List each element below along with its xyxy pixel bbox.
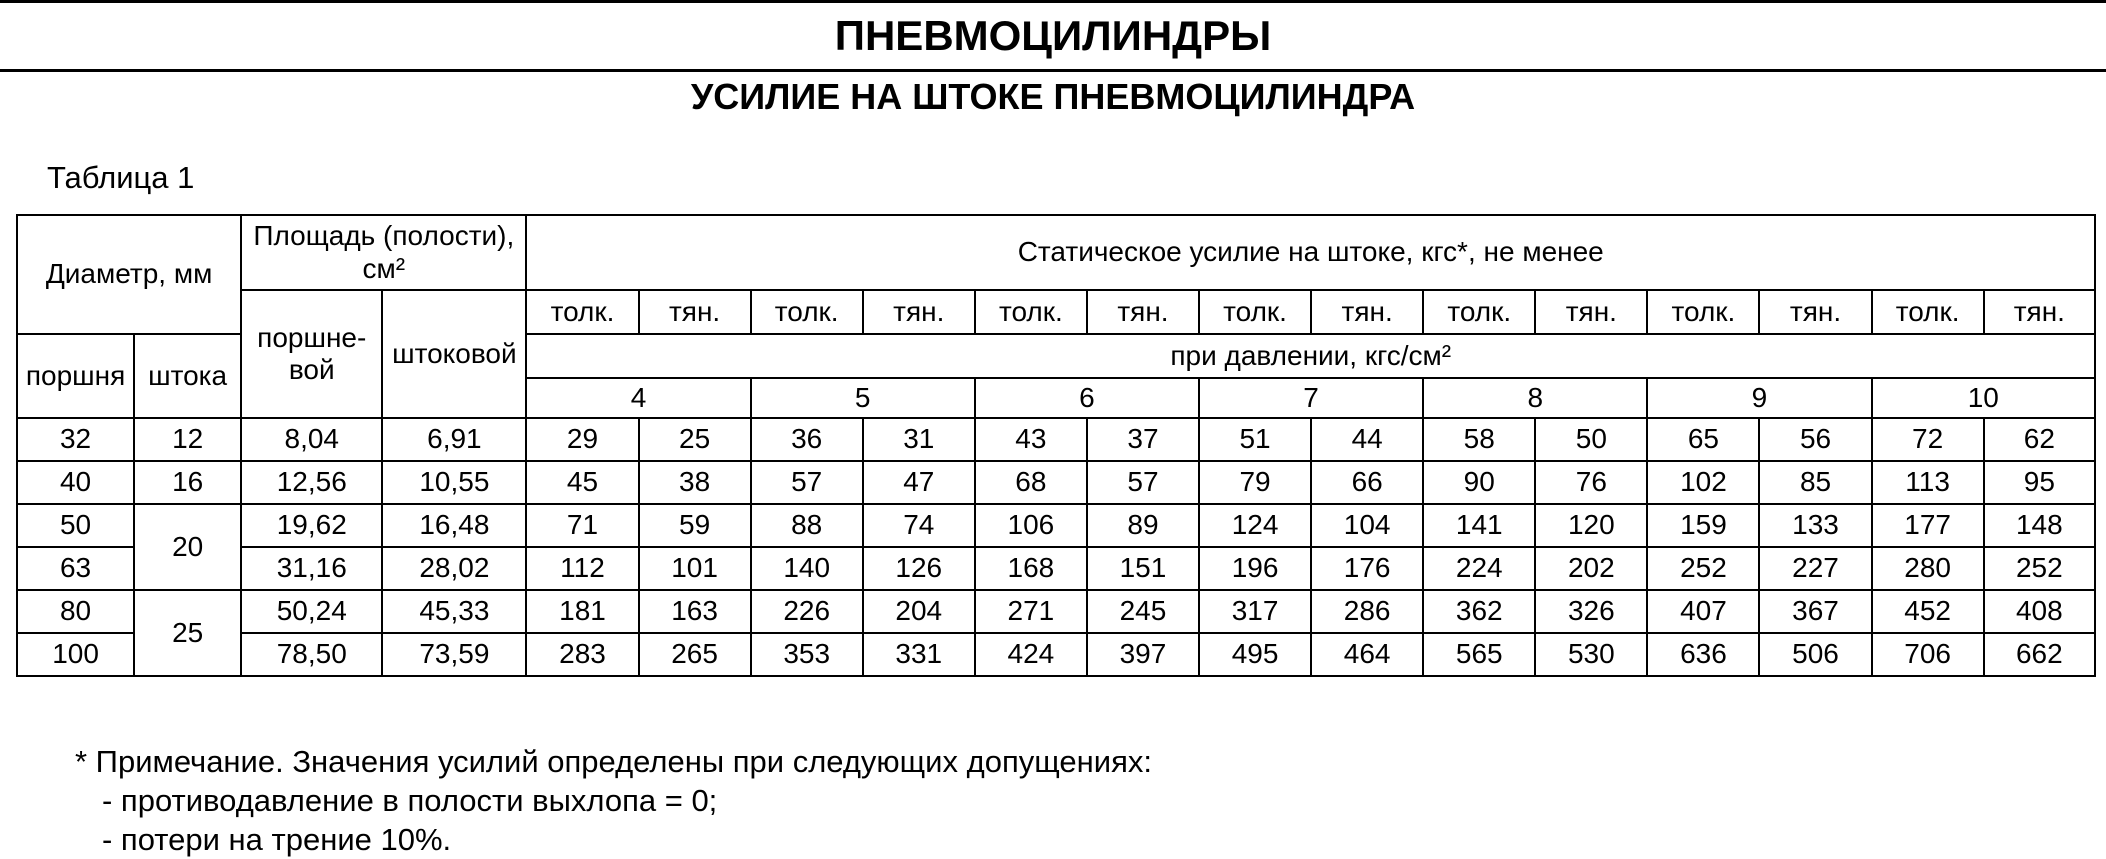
pull-header: тян. bbox=[1535, 290, 1647, 334]
force-cell: 58 bbox=[1423, 418, 1535, 461]
force-cell: 141 bbox=[1423, 504, 1535, 547]
rod-area-cell: 73,59 bbox=[382, 633, 526, 676]
force-cell: 62 bbox=[1984, 418, 2095, 461]
force-cell: 265 bbox=[639, 633, 751, 676]
piston-area-cell: 50,24 bbox=[241, 590, 382, 633]
rod-area-cell: 16,48 bbox=[382, 504, 526, 547]
pull-header: тян. bbox=[639, 290, 751, 334]
piston-area-cell: 19,62 bbox=[241, 504, 382, 547]
force-cell: 163 bbox=[639, 590, 751, 633]
force-cell: 326 bbox=[1535, 590, 1647, 633]
force-cell: 59 bbox=[639, 504, 751, 547]
force-cell: 45 bbox=[526, 461, 638, 504]
force-cell: 44 bbox=[1311, 418, 1423, 461]
push-header: толк. bbox=[1647, 290, 1759, 334]
force-cell: 181 bbox=[526, 590, 638, 633]
force-header: Статическое усилие на штоке, кгс*, не менее bbox=[526, 215, 2095, 290]
force-cell: 227 bbox=[1759, 547, 1871, 590]
force-cell: 452 bbox=[1872, 590, 1984, 633]
force-cell: 151 bbox=[1087, 547, 1199, 590]
force-cell: 37 bbox=[1087, 418, 1199, 461]
force-cell: 464 bbox=[1311, 633, 1423, 676]
force-cell: 367 bbox=[1759, 590, 1871, 633]
force-cell: 104 bbox=[1311, 504, 1423, 547]
footnote bbox=[75, 742, 1152, 859]
force-cell: 57 bbox=[751, 461, 863, 504]
force-cell: 565 bbox=[1423, 633, 1535, 676]
piston-diameter-cell: 100 bbox=[17, 633, 134, 676]
force-cell: 317 bbox=[1199, 590, 1311, 633]
force-cell: 202 bbox=[1535, 547, 1647, 590]
rod-diameter-cell: 25 bbox=[134, 590, 241, 676]
force-cell: 38 bbox=[639, 461, 751, 504]
force-cell: 74 bbox=[863, 504, 975, 547]
table-row bbox=[17, 590, 2095, 633]
force-cell: 36 bbox=[751, 418, 863, 461]
pressure-value: 9 bbox=[1647, 378, 1871, 418]
force-cell: 106 bbox=[975, 504, 1087, 547]
push-header: толк. bbox=[526, 290, 638, 334]
force-cell: 245 bbox=[1087, 590, 1199, 633]
force-cell: 89 bbox=[1087, 504, 1199, 547]
pressure-value: 4 bbox=[526, 378, 750, 418]
force-cell: 25 bbox=[639, 418, 751, 461]
force-cell: 204 bbox=[863, 590, 975, 633]
title-divider bbox=[0, 69, 2106, 72]
force-cell: 29 bbox=[526, 418, 638, 461]
force-cell: 224 bbox=[1423, 547, 1535, 590]
force-cell: 176 bbox=[1311, 547, 1423, 590]
table-row bbox=[17, 633, 2095, 676]
pull-header: тян. bbox=[1984, 290, 2095, 334]
force-cell: 331 bbox=[863, 633, 975, 676]
footnote-intro: * Примечание. Значения усилий определены при следующих допущениях: bbox=[75, 744, 1152, 779]
force-cell: 50 bbox=[1535, 418, 1647, 461]
piston-diameter-cell: 32 bbox=[17, 418, 134, 461]
force-cell: 88 bbox=[751, 504, 863, 547]
push-header: толк. bbox=[1199, 290, 1311, 334]
push-header: толк. bbox=[1423, 290, 1535, 334]
top-rule bbox=[0, 0, 2106, 3]
rod-area-header: штоковой bbox=[382, 290, 526, 418]
area-header: Площадь (полости), см² bbox=[241, 215, 526, 290]
footnote-item: - противодавление в полости выхлопа = 0; bbox=[102, 783, 718, 818]
force-cell: 57 bbox=[1087, 461, 1199, 504]
table-row bbox=[17, 504, 2095, 547]
piston-diameter-cell: 50 bbox=[17, 504, 134, 547]
force-cell: 120 bbox=[1535, 504, 1647, 547]
force-cell: 506 bbox=[1759, 633, 1871, 676]
piston-area-cell: 78,50 bbox=[241, 633, 382, 676]
force-cell: 530 bbox=[1535, 633, 1647, 676]
pull-header: тян. bbox=[1087, 290, 1199, 334]
force-cell: 397 bbox=[1087, 633, 1199, 676]
force-cell: 65 bbox=[1647, 418, 1759, 461]
push-header: толк. bbox=[751, 290, 863, 334]
force-cell: 95 bbox=[1984, 461, 2095, 504]
force-cell: 140 bbox=[751, 547, 863, 590]
force-cell: 252 bbox=[1984, 547, 2095, 590]
force-cell: 662 bbox=[1984, 633, 2095, 676]
table-row bbox=[17, 418, 2095, 461]
page-title: ПНЕВМОЦИЛИНДРЫ bbox=[834, 12, 1272, 59]
force-cell: 177 bbox=[1872, 504, 1984, 547]
rod-area-cell: 28,02 bbox=[382, 547, 526, 590]
force-cell: 362 bbox=[1423, 590, 1535, 633]
force-table bbox=[16, 214, 2096, 677]
piston-area-cell: 31,16 bbox=[241, 547, 382, 590]
force-cell: 353 bbox=[751, 633, 863, 676]
push-header: толк. bbox=[975, 290, 1087, 334]
push-pull-header-row bbox=[17, 290, 2095, 334]
force-cell: 79 bbox=[1199, 461, 1311, 504]
push-header: толк. bbox=[1872, 290, 1984, 334]
force-cell: 68 bbox=[975, 461, 1087, 504]
piston-diameter-header: поршня bbox=[17, 334, 134, 418]
piston-diameter-cell: 80 bbox=[17, 590, 134, 633]
footnote-item: - потери на трение 10%. bbox=[102, 822, 452, 857]
force-cell: 495 bbox=[1199, 633, 1311, 676]
force-cell: 102 bbox=[1647, 461, 1759, 504]
force-cell: 252 bbox=[1647, 547, 1759, 590]
force-cell: 47 bbox=[863, 461, 975, 504]
force-cell: 124 bbox=[1199, 504, 1311, 547]
force-cell: 226 bbox=[751, 590, 863, 633]
force-cell: 148 bbox=[1984, 504, 2095, 547]
force-cell: 85 bbox=[1759, 461, 1871, 504]
rod-area-cell: 45,33 bbox=[382, 590, 526, 633]
pressure-label-header: при давлении, кгс/см² bbox=[526, 334, 2095, 378]
force-cell: 112 bbox=[526, 547, 638, 590]
page-subtitle: УСИЛИЕ НА ШТОКЕ ПНЕВМОЦИЛИНДРА bbox=[690, 76, 1416, 117]
force-cell: 113 bbox=[1872, 461, 1984, 504]
piston-area-cell: 8,04 bbox=[241, 418, 382, 461]
piston-diameter-cell: 40 bbox=[17, 461, 134, 504]
force-cell: 407 bbox=[1647, 590, 1759, 633]
force-cell: 706 bbox=[1872, 633, 1984, 676]
pressure-value: 10 bbox=[1872, 378, 2095, 418]
piston-diameter-cell: 63 bbox=[17, 547, 134, 590]
piston-area-cell: 12,56 bbox=[241, 461, 382, 504]
piston-area-header: поршне- вой bbox=[241, 290, 382, 418]
force-cell: 101 bbox=[639, 547, 751, 590]
diameter-header: Диаметр, мм bbox=[17, 215, 241, 334]
rod-diameter-cell: 16 bbox=[134, 461, 241, 504]
force-cell: 424 bbox=[975, 633, 1087, 676]
force-cell: 126 bbox=[863, 547, 975, 590]
rod-diameter-cell: 20 bbox=[134, 504, 241, 590]
rod-area-cell: 10,55 bbox=[382, 461, 526, 504]
force-cell: 283 bbox=[526, 633, 638, 676]
rod-diameter-cell: 12 bbox=[134, 418, 241, 461]
force-cell: 43 bbox=[975, 418, 1087, 461]
force-cell: 71 bbox=[526, 504, 638, 547]
force-cell: 168 bbox=[975, 547, 1087, 590]
force-cell: 56 bbox=[1759, 418, 1871, 461]
force-cell: 66 bbox=[1311, 461, 1423, 504]
force-cell: 51 bbox=[1199, 418, 1311, 461]
force-cell: 133 bbox=[1759, 504, 1871, 547]
force-cell: 76 bbox=[1535, 461, 1647, 504]
table-row bbox=[17, 547, 2095, 590]
force-cell: 280 bbox=[1872, 547, 1984, 590]
table-row bbox=[17, 461, 2095, 504]
force-cell: 636 bbox=[1647, 633, 1759, 676]
table-caption: Таблица 1 bbox=[47, 160, 195, 195]
pressure-value: 8 bbox=[1423, 378, 1647, 418]
force-cell: 90 bbox=[1423, 461, 1535, 504]
rod-diameter-header: штока bbox=[134, 334, 241, 418]
force-cell: 408 bbox=[1984, 590, 2095, 633]
force-cell: 286 bbox=[1311, 590, 1423, 633]
force-cell: 159 bbox=[1647, 504, 1759, 547]
pressure-value: 6 bbox=[975, 378, 1199, 418]
pressure-value: 7 bbox=[1199, 378, 1423, 418]
force-cell: 31 bbox=[863, 418, 975, 461]
pressure-value: 5 bbox=[751, 378, 975, 418]
pull-header: тян. bbox=[1311, 290, 1423, 334]
rod-area-cell: 6,91 bbox=[382, 418, 526, 461]
pull-header: тян. bbox=[1759, 290, 1871, 334]
force-cell: 72 bbox=[1872, 418, 1984, 461]
pull-header: тян. bbox=[863, 290, 975, 334]
force-cell: 196 bbox=[1199, 547, 1311, 590]
force-cell: 271 bbox=[975, 590, 1087, 633]
